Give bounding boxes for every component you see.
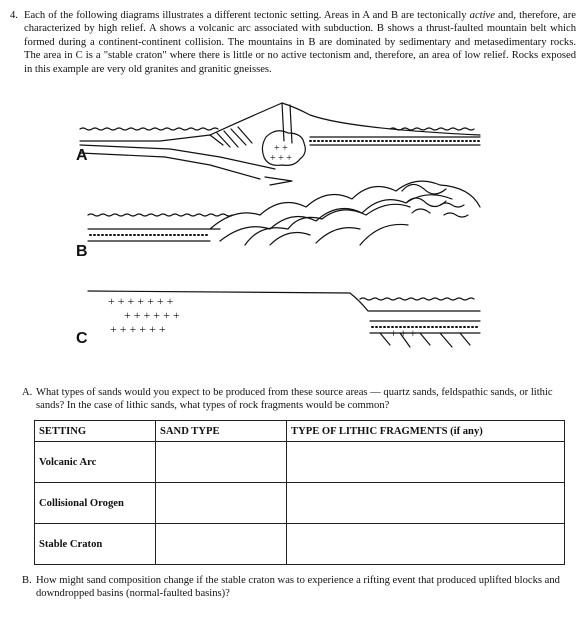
cell-lithic-fragments[interactable] [287,483,565,524]
question-number: 4. [10,10,18,21]
table-row [35,442,565,483]
question-italic-word: active [469,10,495,21]
part-b-label: B. [22,575,32,586]
svg-text:+ +: + + [274,143,288,154]
header-lithic-fragments: TYPE OF LITHIC FRAGMENTS (if any) [287,421,565,442]
svg-text:+ + + +: + + + + + + [110,322,166,336]
tectonic-diagrams [60,95,500,365]
diagram-label-a: A [76,147,88,164]
part-a-label: A. [22,387,33,398]
svg-text:+ + + +: + + + + + + [124,308,180,322]
table-row [35,524,565,565]
cell-sand-type[interactable] [156,483,287,524]
part-b-text: How might sand composition change if the stable craton was to experience a rifting event that produced uplifted blocks and downdropped basins (normal-faulted basins)? [36,575,560,600]
table-row [35,483,565,524]
diagram-b-collisional-orogen [88,181,480,245]
answer-table [34,420,565,565]
question-text-part-2: and, therefore, are characterized by high relief. A shows a volcanic arc associated with subduction. B shows a thrust-faulted mountain belt which formed during a continent-continent collision. The mountains in B are dominated by sedimentary and metasedimentary rocks. The area in C is a "stable craton" where there is little or no active tectonism and, therefore, an area of low relief. Rocks exposed in this example are very old granites and granitic gneisses. [24,10,576,75]
part-a [22,386,572,413]
svg-text:+ + + +: + + + + + + + [108,294,174,308]
table-header-row [35,421,565,442]
row-setting-collisional-orogen: Collisional Orogen [35,483,156,524]
tectonic-settings-figure [60,95,500,365]
cell-lithic-fragments[interactable] [287,442,565,483]
row-setting-volcanic-arc: Volcanic Arc [35,442,156,483]
svg-text:+ + +: + + + [390,326,417,340]
part-a-text: What types of sands would you expect to be produced from these source areas — quartz sands, feldspathic sands, or lithic sands? In the case of lithic sands, what types of rock fragments would be common? [36,387,553,412]
question-text [24,9,576,76]
cell-sand-type[interactable] [156,442,287,483]
cell-sand-type[interactable] [156,524,287,565]
svg-text:+ + +: + + + [270,153,292,164]
cell-lithic-fragments[interactable] [287,524,565,565]
question-4 [10,9,576,76]
part-b [22,574,572,601]
diagram-c-stable-craton [88,291,480,347]
question-text-part-1: Each of the following diagrams illustrates a different tectonic setting. Areas in A and B are tectonically [24,10,470,21]
row-setting-stable-craton: Stable Craton [35,524,156,565]
header-setting: SETTING [35,421,156,442]
diagram-label-b: B [76,243,88,260]
diagram-label-c: C [76,330,88,347]
diagram-a-volcanic-arc [80,103,480,185]
header-sand-type: SAND TYPE [156,421,287,442]
